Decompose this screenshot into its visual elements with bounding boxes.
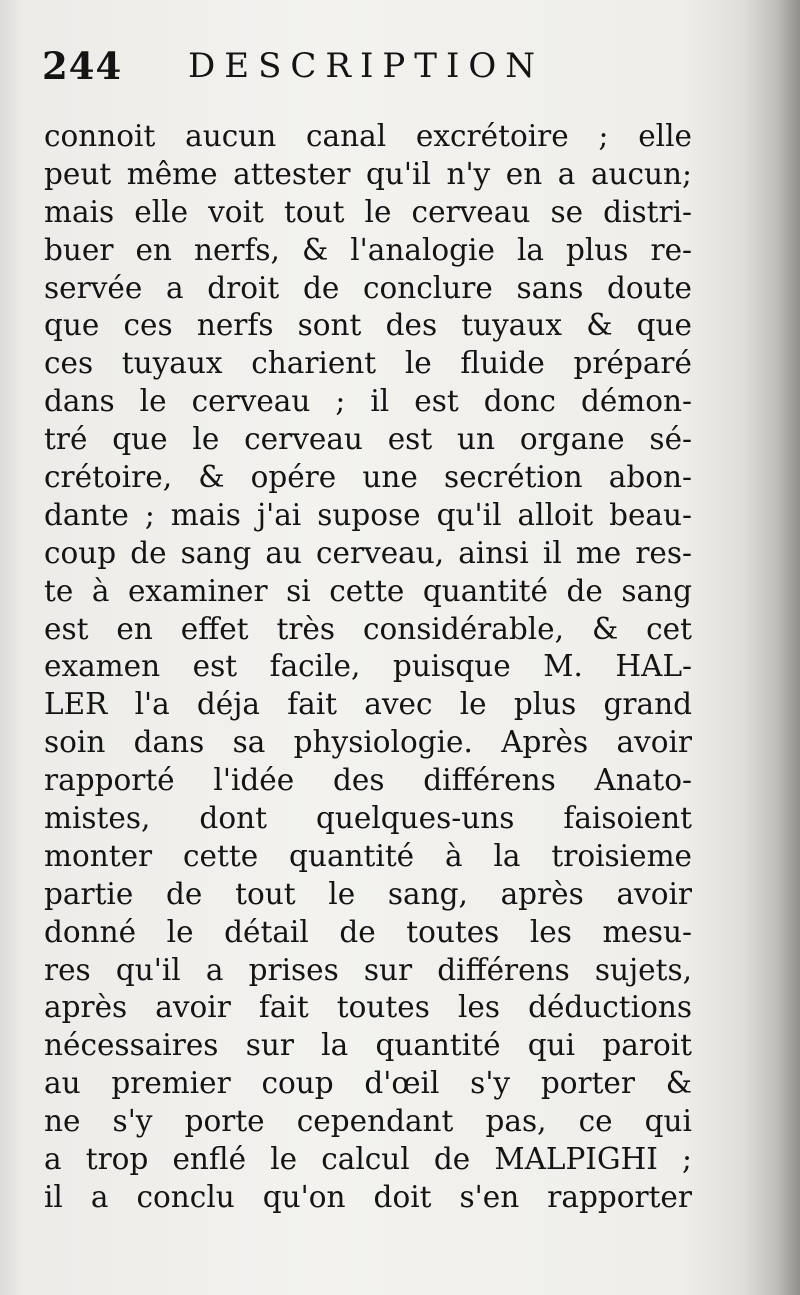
text-line: est en effet très considérable, & cet [44,611,692,646]
text-line: connoit aucun canal excrétoire ; elle [44,119,692,153]
text-line: crétoire, & opére une secrétion abon- [44,460,692,495]
text-line: servée a droit de conclure sans doute [44,270,692,305]
text-line: examen est facile, puisque M. HAL- [44,649,692,684]
text-line: après avoir fait toutes les déductions [44,990,692,1025]
text-line: soin dans sa physiologie. Après avoir [44,725,692,760]
text-line: partie de tout le sang, après avoir [44,876,692,911]
text-line: dante ; mais j'ai supose qu'il alloit beau- [44,497,692,532]
page-number: 244 [42,44,123,88]
text-line: tré que le cerveau est un organe sé- [44,422,692,457]
text-line: te à examiner si cette quantité de sang [44,573,692,608]
text-line: ne s'y porte cependant pas, ce qui [44,1104,692,1139]
text-line: rapporté l'idée des différens Anato- [44,763,692,798]
page-header [40,44,740,94]
text-line: il a conclu qu'on doit s'en rapporter [44,1179,692,1214]
text-line: que ces nerfs sont des tuyaux & que [44,308,692,343]
text-line: mais elle voit tout le cerveau se distri- [44,194,692,229]
text-line: buer en nerfs, & l'analogie la plus re- [44,232,692,267]
body-text [44,118,692,1217]
text-line: mistes, dont quelques-uns faisoient [44,801,692,836]
text-line: donné le détail de toutes les mesu- [44,914,692,949]
text-line: au premier coup d'œil s'y porter & [44,1066,692,1101]
text-line: coup de sang au cerveau, ainsi il me res- [44,535,692,570]
text-line: nécessaires sur la quantité qui paroit [44,1028,692,1063]
text-line: dans le cerveau ; il est donc démon- [44,384,692,419]
text-line: monter cette quantité à la troisieme [44,838,692,873]
text-line: ces tuyaux charient le fluide préparé [44,346,692,381]
text-line: res qu'il a prises sur différens sujets, [44,952,692,987]
running-title: DESCRIPTION [188,46,545,86]
text-line: a trop enflé le calcul de MALPIGHI ; [44,1142,692,1177]
text-line: LER l'a déja fait avec le plus grand [44,687,692,722]
text-line: peut même attester qu'il n'y en a aucun; [44,156,692,191]
page-gutter-shadow [742,0,800,1295]
page-left-shadow [0,0,22,1295]
